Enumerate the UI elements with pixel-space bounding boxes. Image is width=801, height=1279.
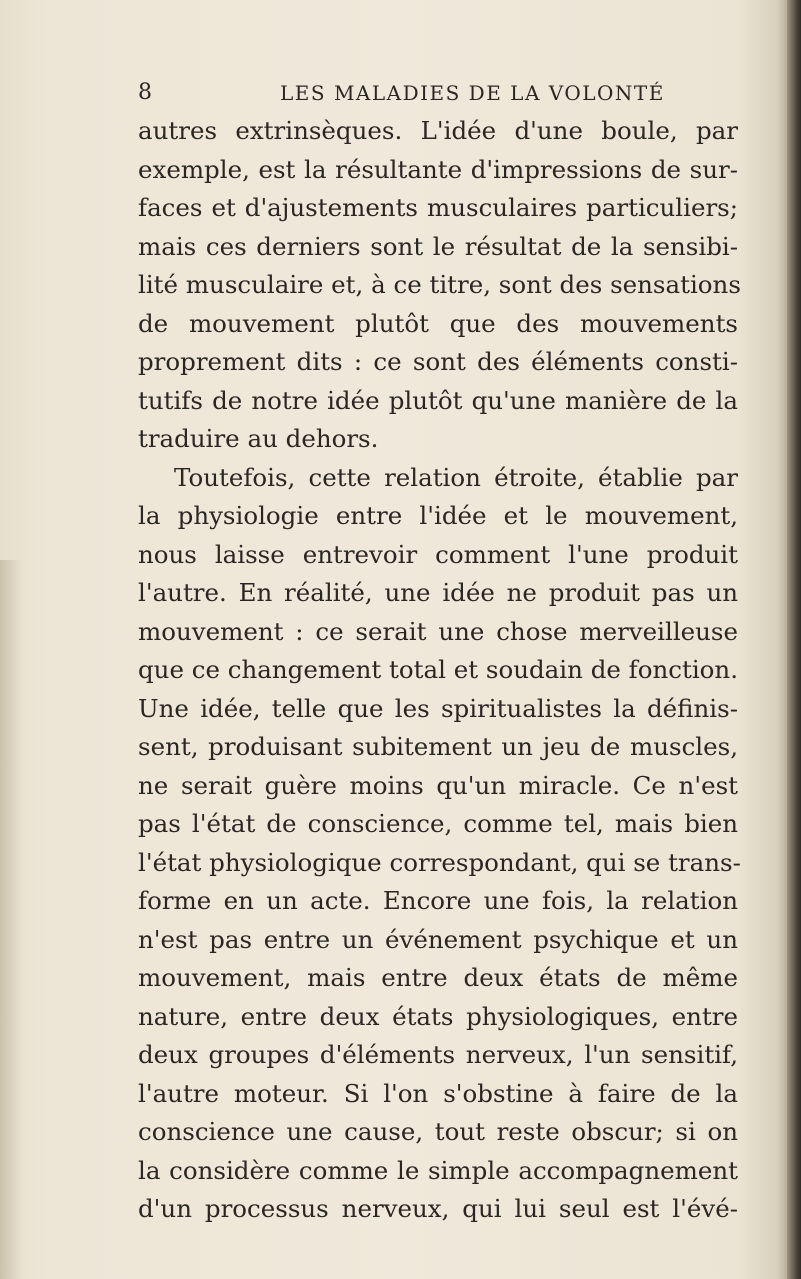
text-line: mouvement : ce serait une chose merveilleuse (138, 616, 738, 646)
running-title: LES MALADIES DE LA VOLONTÉ (280, 81, 665, 105)
text-line: nous laisse entrevoir comment l'une produit (138, 539, 738, 569)
text-line: la considère comme le simple accompagnement (138, 1155, 738, 1185)
text-line: mouvement, mais entre deux états de même (138, 963, 738, 992)
body-text (138, 112, 741, 1229)
text-line: de mouvement plutôt que des mouvements (138, 308, 738, 338)
text-line: conscience une cause, tout reste obscur; si on (138, 1117, 738, 1146)
text-line: nature, entre deux états physiologiques, entre (138, 1001, 738, 1031)
text-line: l'état physiologique correspondant, qui se trans- (138, 847, 741, 877)
text-line: exemple, est la résultante d'impressions de sur- (138, 154, 738, 184)
text-line: Une idée, telle que les spiritualistes la définis- (138, 693, 738, 723)
page-number: 8 (138, 80, 152, 105)
text-line: ne serait guère moins qu'un miracle. Ce n'est (138, 770, 738, 800)
page-shadow-left (0, 560, 22, 1279)
text-line: sent, produisant subitement un jeu de muscles, (138, 732, 738, 761)
text-line: d'un processus nerveux, qui lui seul est l'évé- (138, 1194, 738, 1223)
running-head (138, 80, 738, 110)
text-line: mais ces derniers sont le résultat de la sensibi- (138, 231, 738, 261)
text-line: la physiologie entre l'idée et le mouvement, (138, 501, 738, 530)
book-spine-edge (787, 0, 801, 1279)
text-line: l'autre. En réalité, une idée ne produit pas un (138, 578, 738, 607)
text-line: forme en un acte. Encore une fois, la relation (138, 886, 738, 915)
text-line: que ce changement total et soudain de fonction. (138, 655, 738, 684)
text-line: proprement dits : ce sont des éléments consti- (138, 347, 738, 376)
text-line: autres extrinsèques. L'idée d'une boule, par (138, 116, 738, 145)
text-line: tutifs de notre idée plutôt qu'une manière de la (138, 385, 738, 415)
text-line: lité musculaire et, à ce titre, sont des sensations (138, 270, 741, 299)
text-line: l'autre moteur. Si l'on s'obstine à faire de la (138, 1078, 738, 1108)
text-line: n'est pas entre un événement psychique et un (138, 924, 738, 954)
text-line: faces et d'ajustements musculaires particuliers; (138, 193, 738, 222)
text-line: deux groupes d'éléments nerveux, l'un sensitif, (138, 1040, 738, 1069)
paragraph-start-line: Toutefois, cette relation étroite, établie par (174, 462, 738, 492)
text-line: pas l'état de conscience, comme tel, mais bien (138, 809, 738, 838)
text-line: traduire au dehors. (138, 424, 379, 453)
